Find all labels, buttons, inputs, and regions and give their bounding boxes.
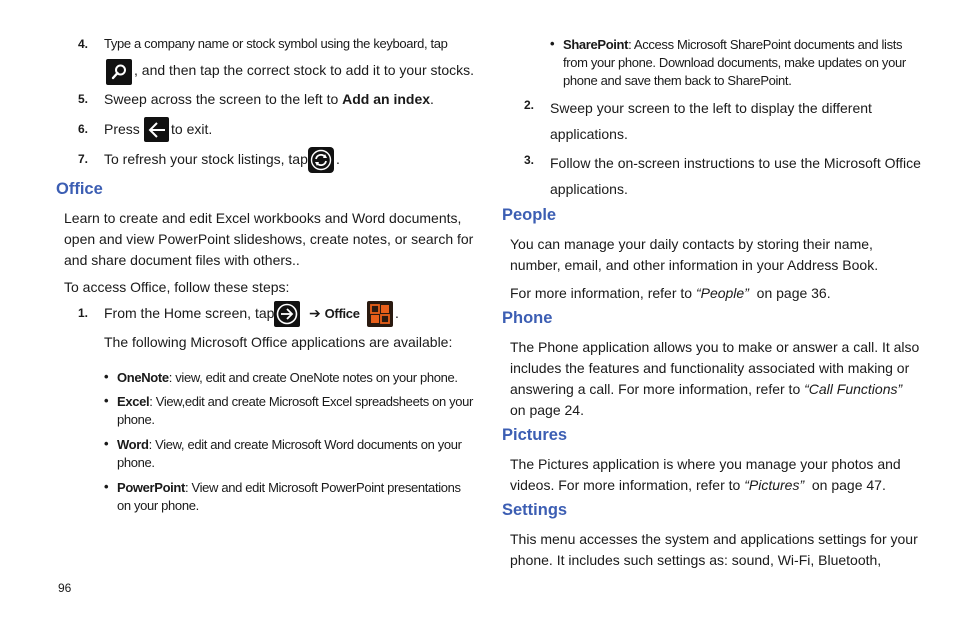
office-description: [64, 208, 484, 271]
office-access-text: To access Office, follow these steps:: [64, 279, 290, 295]
bullet-word: Word: View, edit and create Microsoft Word documents on your phone.: [117, 437, 462, 470]
step-text: Sweep across the screen to the left to Add an index.: [104, 91, 434, 107]
back-arrow-icon: [144, 117, 169, 142]
step-number: 4.: [78, 37, 89, 51]
step-number: 1.: [78, 306, 89, 320]
paragraph-line: open and view PowerPoint slideshows, create notes, or search for: [64, 231, 474, 247]
step-text: Sweep your screen to the left to display the different applications.: [550, 100, 872, 142]
people-reference: For more information, refer to “People” on page 36.: [510, 285, 831, 301]
bullet-sharepoint: SharePoint: Access Microsoft SharePoint documents and lists from your phone. Download documents, make updates on your phone and save them back to SharePoint.: [563, 37, 906, 88]
bullet-marker: •: [104, 369, 109, 384]
bullet-onenote: OneNote: view, edit and create OneNote notes on your phone.: [117, 370, 458, 385]
bullet-marker: •: [104, 393, 109, 408]
bullet-excel: Excel: View,edit and create Microsoft Excel spreadsheets on your phone.: [117, 394, 474, 427]
bullet-marker: •: [104, 436, 109, 451]
search-icon: [106, 59, 132, 85]
paragraph-line: Learn to create and edit Excel workbooks and Word documents,: [64, 210, 462, 226]
step-number: 5.: [78, 92, 89, 106]
paragraph-line: and share document files with others..: [64, 252, 300, 268]
refresh-icon: [308, 147, 334, 173]
apps-intro-text: The following Microsoft Office applications are available:: [104, 334, 453, 350]
step-number: 6.: [78, 122, 89, 136]
step-text: .: [336, 151, 340, 167]
step-text: To refresh your stock listings, tap: [104, 151, 308, 167]
forward-arrow-icon: [274, 301, 300, 327]
step-number: 7.: [78, 152, 89, 166]
page-number: 96: [58, 581, 72, 595]
settings-description: This menu accesses the system and applications settings for your phone. It includes such settings as: sound, Wi-Fi, Bluetooth,: [510, 531, 918, 568]
section-heading-pictures: Pictures: [502, 426, 568, 444]
bullet-marker: •: [104, 479, 109, 494]
step-text: Type a company name or stock symbol using the keyboard, tap: [104, 36, 448, 51]
section-heading-settings: Settings: [502, 501, 568, 519]
people-description: You can manage your daily contacts by storing their name, number, email, and other information in your Address Book.: [510, 236, 879, 273]
section-heading-people: People: [502, 206, 557, 224]
bullet-powerpoint: PowerPoint: View and edit Microsoft PowerPoint presentations on your phone.: [117, 480, 461, 513]
step-number: 3.: [524, 153, 535, 167]
step-text: , and then tap the correct stock to add it to your stocks.: [134, 62, 475, 78]
section-heading-office: Office: [56, 180, 103, 198]
pictures-description: The Pictures application is where you manage your photos and videos. For more information, refer to “Pictures” on page 47.: [510, 456, 901, 493]
step-text: From the Home screen, tap: [104, 305, 275, 321]
step-text: .: [395, 305, 399, 321]
step-text: to exit.: [171, 121, 213, 137]
step-text: Press: [104, 121, 140, 137]
step-text: ➔ Office: [309, 305, 360, 321]
step-number: 2.: [524, 98, 535, 112]
office-icon: [367, 301, 393, 327]
phone-description: The Phone application allows you to make or answer a call. It also includes the features and functionality associated with making or answering a call. For more information, refer to “Call Functions” on page 24.: [510, 339, 920, 418]
bullet-marker: •: [550, 36, 555, 51]
step-text: Follow the on-screen instructions to use the Microsoft Office applications.: [550, 155, 921, 197]
section-heading-phone: Phone: [502, 309, 553, 327]
